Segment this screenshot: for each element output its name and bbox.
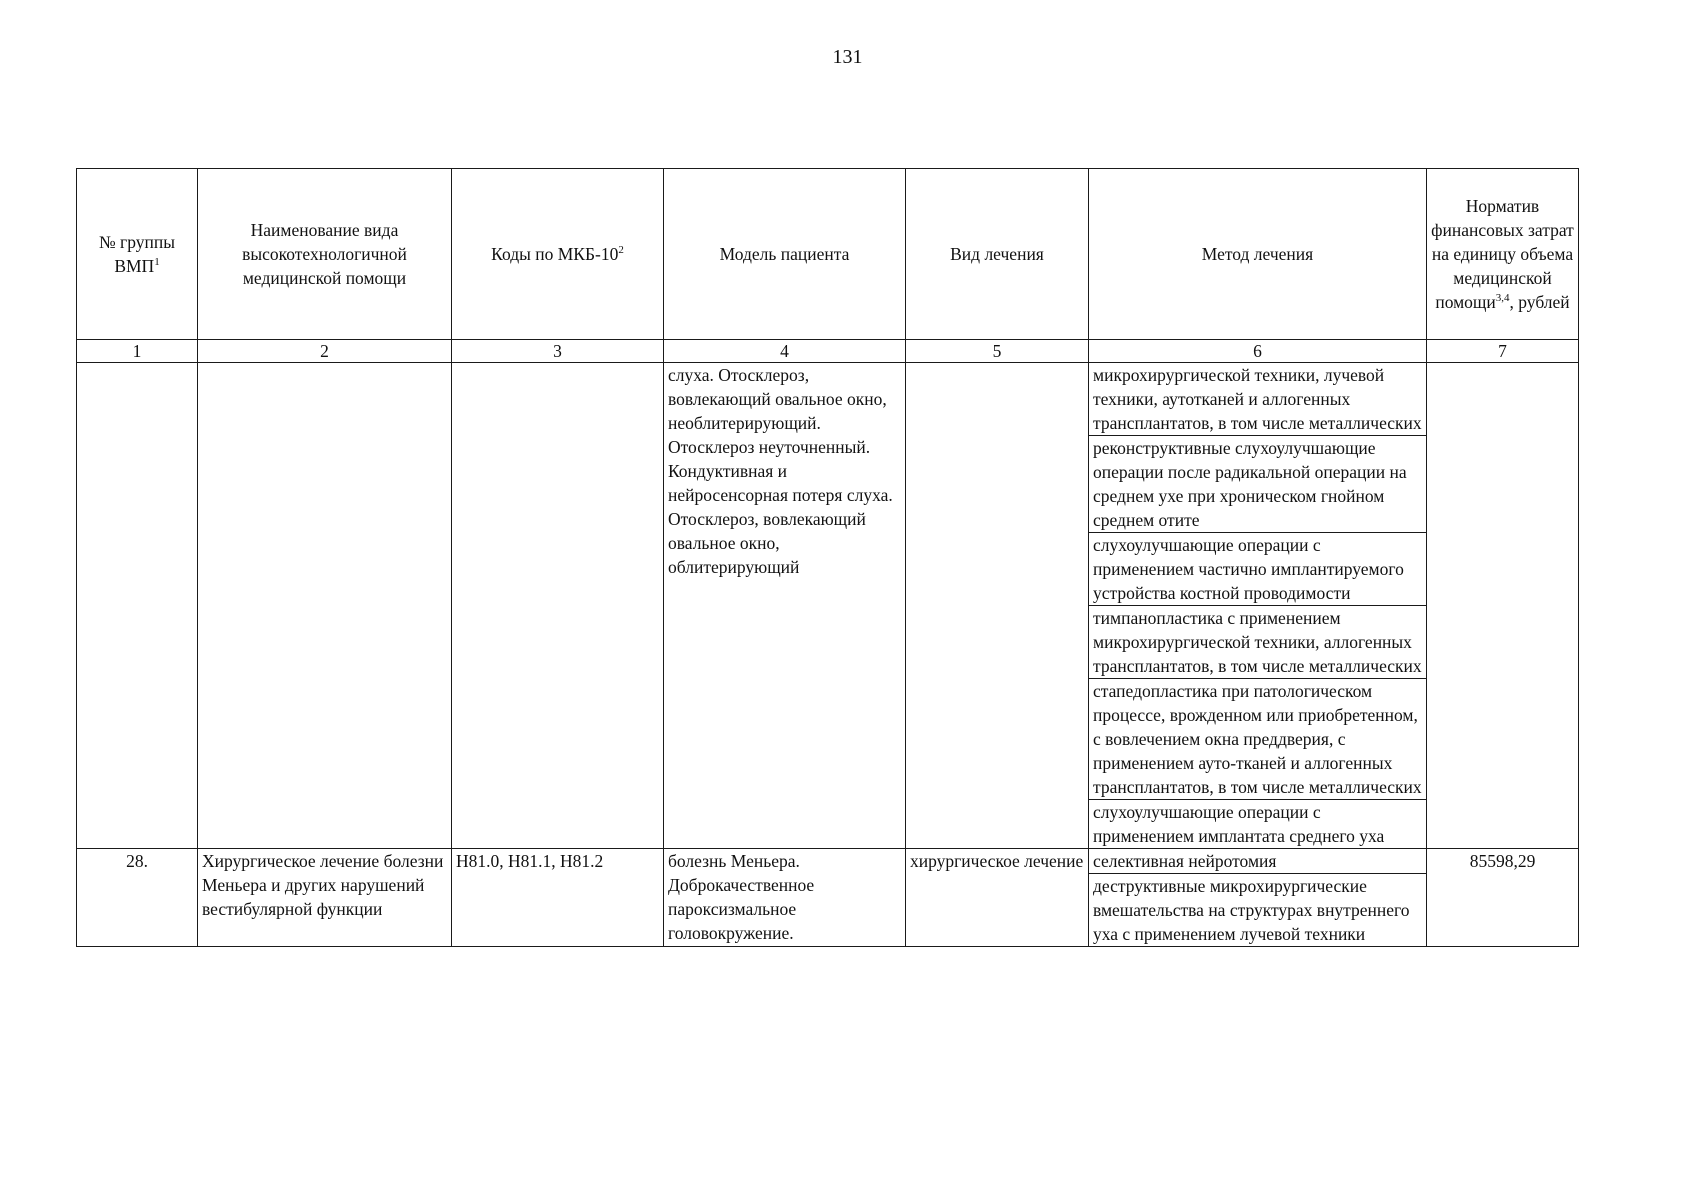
treatment-type-cell — [906, 363, 1089, 849]
treatment-method: микрохирургической техники, лучевой техники, аутотканей и аллогенных трансплантатов, в том числе металлических — [1089, 363, 1426, 436]
column-number: 4 — [664, 340, 906, 363]
page-number: 131 — [832, 46, 863, 68]
group-number-cell: 28. — [77, 849, 198, 947]
header-patient-model: Модель пациента — [664, 169, 906, 340]
header-cost-standard: Норматив финансовых затрат на единицу объема медицинской помощи$^{3,4}$, рублей — [1427, 169, 1579, 340]
treatment-method: слухоулучшающие операции с применением имплантата среднего уха — [1093, 802, 1385, 846]
column-number: 1 — [77, 340, 198, 363]
column-number: 2 — [198, 340, 452, 363]
column-number: 7 — [1427, 340, 1579, 363]
care-type-name-cell — [198, 363, 452, 849]
cost-cell: 85598,29 — [1427, 849, 1579, 947]
icd-codes-cell: H81.0, H81.1, H81.2 — [452, 849, 664, 947]
patient-model-cell: болезнь Меньера. Доброкачественное пароксизмальное головокружение. — [664, 849, 906, 947]
care-type-name-cell: Хирургическое лечение болезни Меньера и других нарушений вестибулярной функции — [198, 849, 452, 947]
table-row — [77, 849, 1579, 947]
treatment-method: стапедопластика при патологическом процессе, врожденном или приобретенном, с вовлечением окна преддверия, с применением ауто-тканей и аллогенных трансплантатов, в том числе металлических — [1089, 679, 1426, 800]
group-number-cell — [77, 363, 198, 849]
header-group-number: № группы ВМП$^1$ — [77, 169, 198, 340]
treatment-method: тимпанопластика с применением микрохирургической техники, аллогенных трансплантатов, в том числе металлических — [1089, 606, 1426, 679]
column-number: 6 — [1089, 340, 1427, 363]
patient-model-cell: слуха. Отосклероз, вовлекающий овальное окно, необлитерирующий. Отосклероз неуточненный. Кондуктивная и нейросенсорная потеря слуха. Отосклероз, вовлекающий овальное окно, облитерирующий — [664, 363, 906, 849]
treatment-method: селективная нейротомия — [1089, 849, 1426, 874]
treatment-method: деструктивные микрохирургические вмешательства на структурах внутреннего уха с применением лучевой техники — [1093, 876, 1410, 944]
icd-codes-cell — [452, 363, 664, 849]
cost-cell — [1427, 363, 1579, 849]
column-number: 5 — [906, 340, 1089, 363]
table-row — [77, 363, 1579, 849]
treatment-methods-cell — [1089, 363, 1427, 849]
header-row — [77, 169, 1579, 340]
treatment-type-cell: хирургическое лечение — [906, 849, 1089, 947]
treatment-method: слухоулучшающие операции с применением частично имплантируемого устройства костной проводимости — [1089, 533, 1426, 606]
treatment-methods-cell — [1089, 849, 1427, 947]
header-icd-codes: Коды по МКБ-$10^2$ — [452, 169, 664, 340]
header-treatment-type: Вид лечения — [906, 169, 1089, 340]
treatment-method: реконструктивные слухоулучшающие операции после радикальной операции на среднем ухе при хроническом гнойном среднем отите — [1089, 436, 1426, 533]
medical-care-table — [76, 168, 1579, 947]
column-number-row — [77, 340, 1579, 363]
column-number: 3 — [452, 340, 664, 363]
header-treatment-method: Метод лечения — [1089, 169, 1427, 340]
header-care-type-name: Наименование вида высокотехнологичной медицинской помощи — [198, 169, 452, 340]
